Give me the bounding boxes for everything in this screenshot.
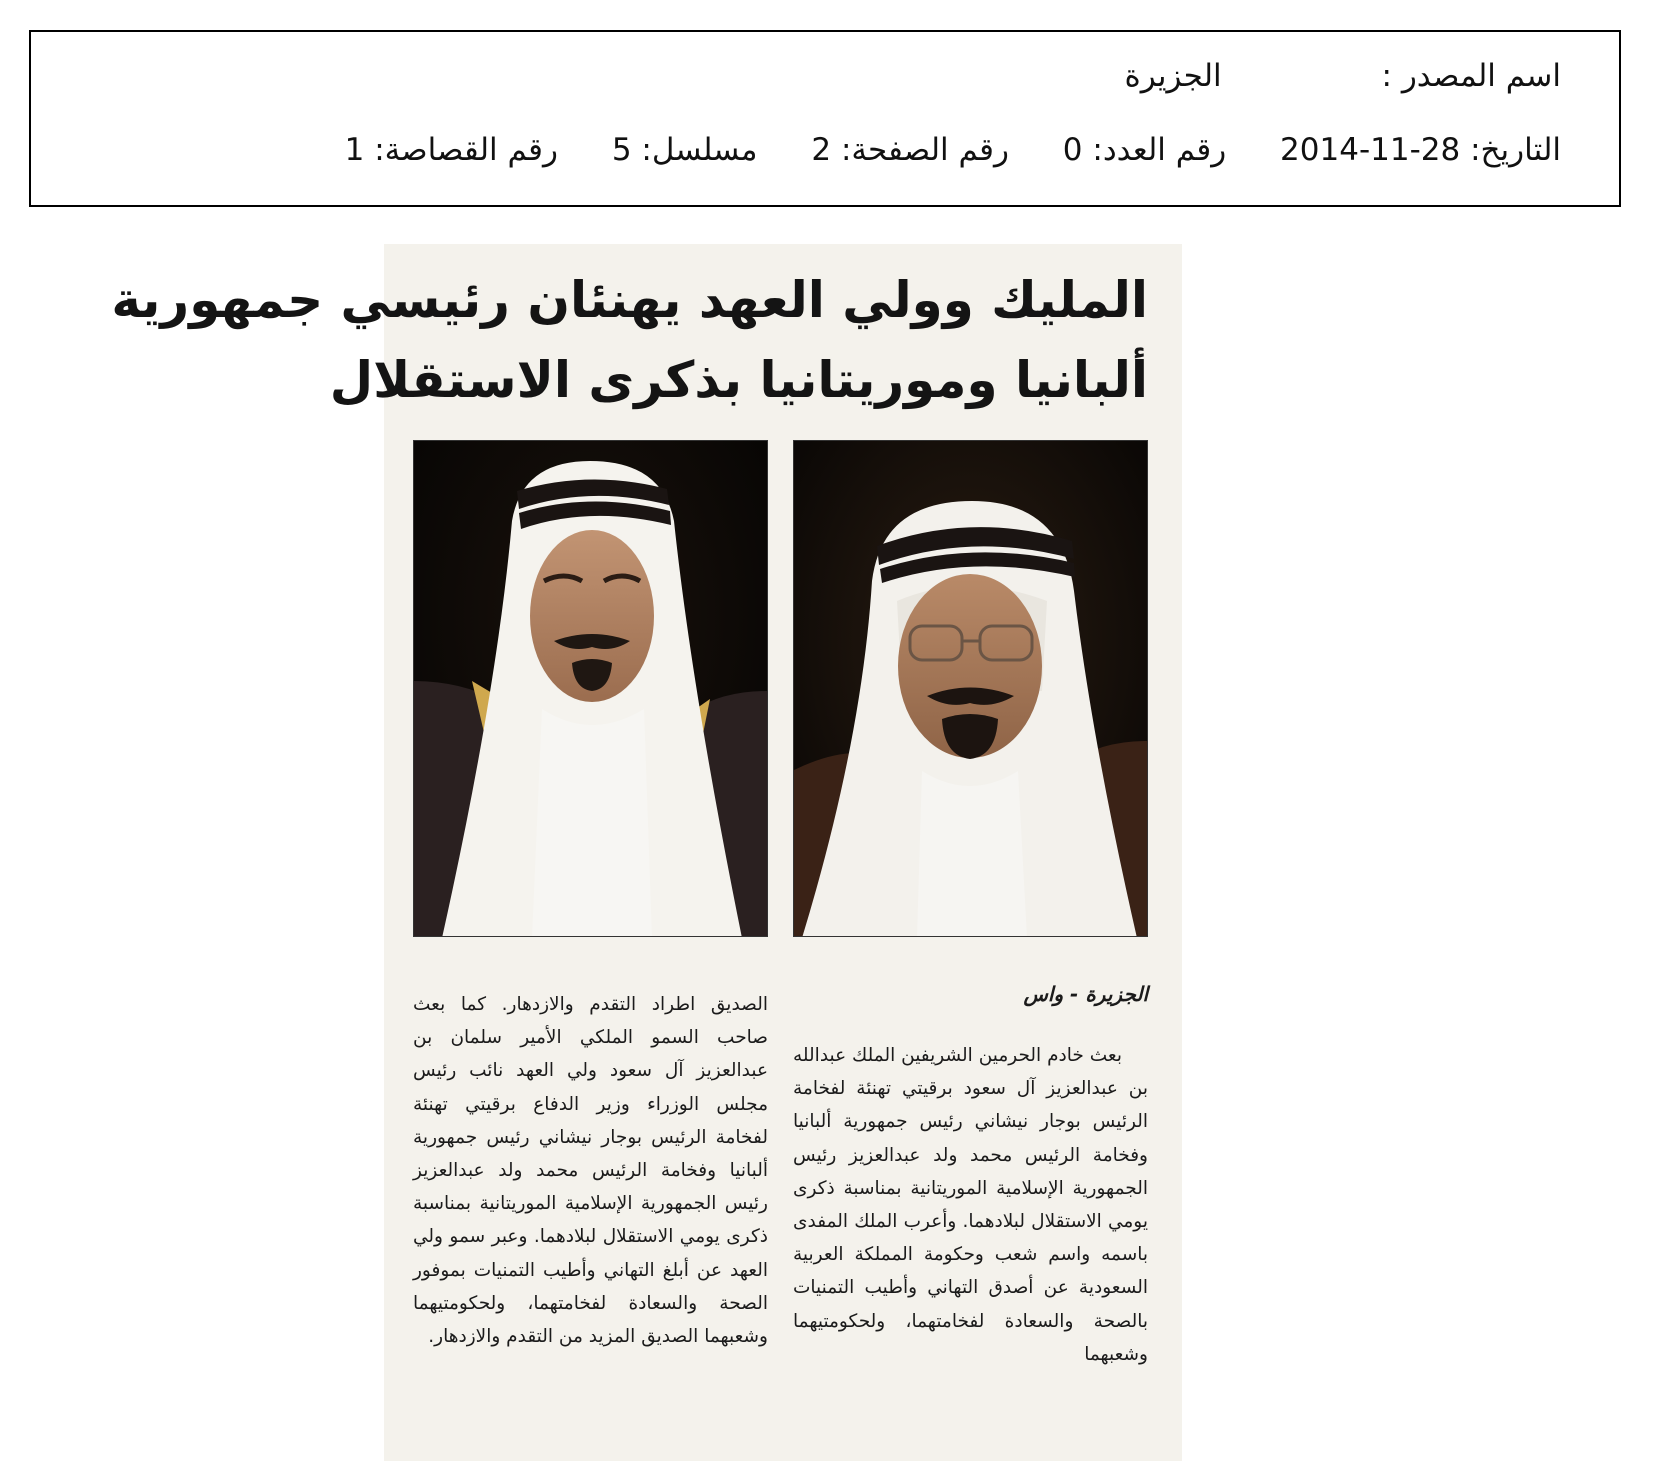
article-body-left: الصديق اطراد التقدم والازدهار. كما بعث صاحب السمو الملكي الأمير سلمان بن عبدالعزيز آل سعود ولي العهد نائب رئيس مجلس الوزراء وزير الدفاع برقيتي تهنئة لفخامة الرئيس بوجار نيشاني رئيس جمهورية ألبانيا وفخامة الرئيس محمد ولد عبدالعزيز رئيس الجمهورية الإسلامية الموريتانية بمناسبة ذكرى يومي الاستقلال لبلادهما. وعبر سمو ولي العهد عن أبلغ التهاني وأطيب التمنيات بموفور الصحة والسعادة لفخامتهما، ولحكومتيهما وشعبهما الصديق المزيد من التقدم والازدهار. [413, 994, 768, 1348]
portrait-king-photo [793, 441, 1147, 937]
article-column-right [793, 979, 1148, 1371]
newspaper-clipping [111, 244, 1182, 1461]
article-headline [111, 260, 1148, 420]
details-row [345, 130, 1561, 170]
portrait-crown-prince-photo [413, 441, 767, 937]
headline-line-2: ألبانيا وموريتانيا بذكرى الاستقلال [329, 351, 1148, 409]
source-value: الجزيرة [1124, 58, 1222, 94]
clip-metadata-box [29, 30, 1621, 207]
source-row [1125, 56, 1562, 96]
clip-number-field: رقم القصاصة: 1 [344, 132, 558, 168]
headline-line-1: المليك وولي العهد يهنئان رئيسي جمهورية [111, 271, 1148, 329]
serial-field: مسلسل: 5 [611, 132, 758, 168]
portrait-photo-right [793, 440, 1148, 937]
page-field: رقم الصفحة: 2 [811, 132, 1009, 168]
article-body-right: بعث خادم الحرمين الشريفين الملك عبدالله بن عبدالعزيز آل سعود برقيتي تهنئة لفخامة الرئيس بوجار نيشاني رئيس جمهورية ألبانيا وفخامة الرئيس محمد ولد عبدالعزيز رئيس الجمهورية الإسلامية الموريتانية بمناسبة ذكرى يومي الاستقلال لبلادهما. وأعرب الملك المفدى باسمه واسم شعب وحكومة المملكة العربية السعودية عن أصدق التهاني وأطيب التمنيات بالصحة والسعادة لفخامتهما، ولحكومتيهما وشعبهما [793, 1045, 1148, 1365]
article-column-left [413, 988, 768, 1353]
portrait-photo-left [413, 440, 768, 937]
date-field: التاريخ: 28-11-2014 [1280, 132, 1561, 168]
source-label: اسم المصدر : [1381, 58, 1561, 94]
issue-field: رقم العدد: 0 [1062, 132, 1227, 168]
article-byline: الجزيرة - واس [1023, 982, 1148, 1006]
